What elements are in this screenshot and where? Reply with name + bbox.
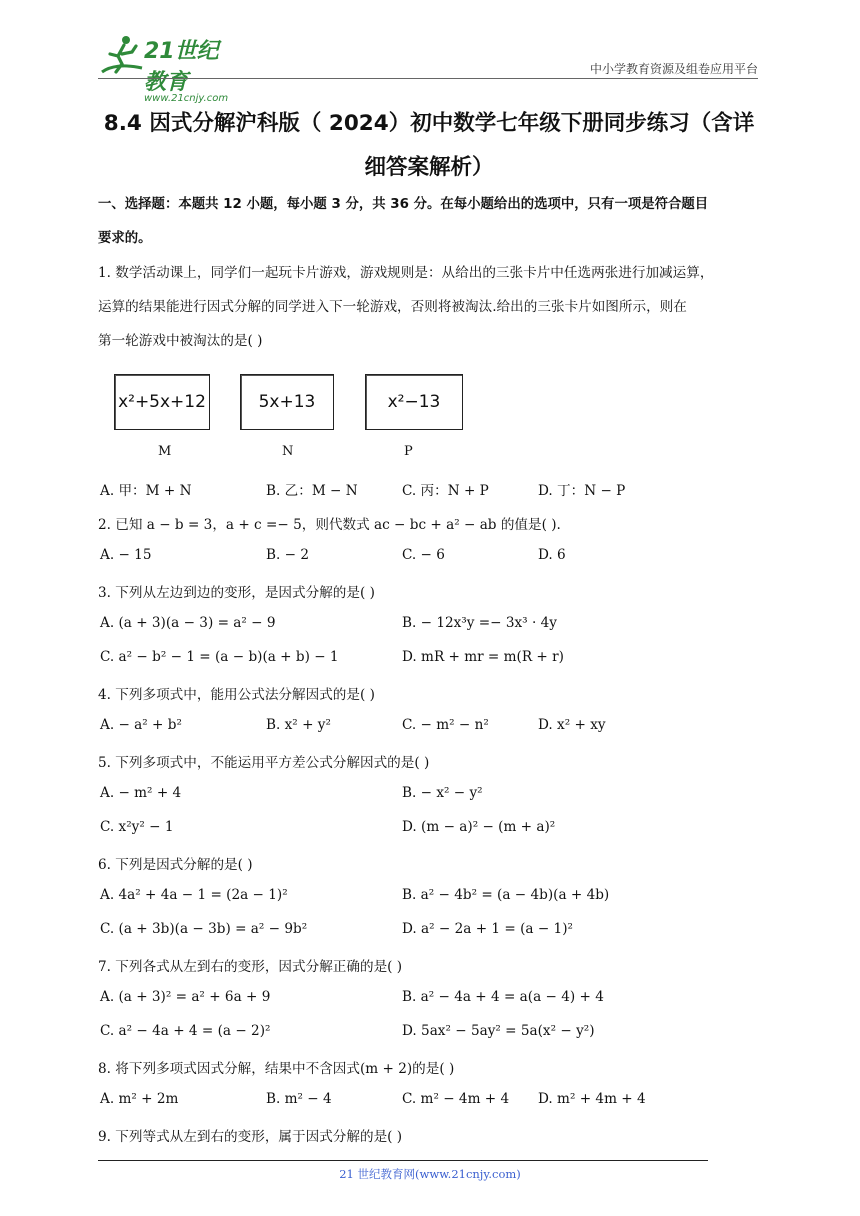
q8-option-c: C. m² − 4m + 4 <box>402 1091 510 1107</box>
q6-option-b: B. a² − 4b² = (a − 4b)(a + 4b) <box>402 887 610 903</box>
header-divider <box>98 78 758 79</box>
q5-option-b: B. − x² − y² <box>402 785 483 801</box>
question-1 <box>98 256 760 358</box>
q2-option-b: B. − 2 <box>266 547 309 563</box>
footer-text: 21 世纪教育网(www.21cnjy.com) <box>339 1167 521 1181</box>
question-5: 5. 下列多项式中，不能运用平方差公式分解因式的是( ) <box>98 755 430 771</box>
q2-option-d: D. 6 <box>538 547 566 563</box>
q3-option-b: B. − 12x³y =− 3x³ · 4y <box>402 615 557 631</box>
q4-option-a: A. − a² + b² <box>100 717 182 733</box>
card-n-label: N <box>282 444 294 459</box>
platform-name: 中小学教育资源及组卷应用平台 <box>589 62 758 76</box>
q1-option-a: A. 甲：M + N <box>100 483 192 499</box>
q4-option-c: C. − m² − n² <box>402 717 489 733</box>
q8-option-b: B. m² − 4 <box>266 1091 332 1107</box>
card-n: 5x+13 <box>240 374 334 430</box>
q1-line-3: 第一轮游戏中被淘汰的是( ) <box>98 333 263 349</box>
q7-option-a: A. (a + 3)² = a² + 6a + 9 <box>100 989 271 1005</box>
q5-option-c: C. x²y² − 1 <box>100 819 174 835</box>
page-header <box>98 30 758 104</box>
question-2: 2. 已知 a − b = 3，a + c =− 5，则代数式 ac − bc + a² − ab 的值是( ). <box>98 517 561 533</box>
q1-option-b: B. 乙：M − N <box>266 483 358 499</box>
q3-option-a: A. (a + 3)(a − 3) = a² − 9 <box>100 615 276 631</box>
q1-option-c: C. 丙：N + P <box>402 483 489 499</box>
q8-option-d: D. m² + 4m + 4 <box>538 1091 646 1107</box>
q1-line-1: 1. 数学活动课上，同学们一起玩卡片游戏，游戏规则是：从给出的三张卡片中任选两张进行加减运算， <box>98 265 714 281</box>
section-heading <box>98 188 760 256</box>
question-9: 9. 下列等式从左到右的变形，属于因式分解的是( ) <box>98 1129 403 1145</box>
card-p: x²−13 <box>365 374 463 430</box>
title-line-1: 8.4 因式分解沪科版（ 2024）初中数学七年级下册同步练习（含详 <box>103 111 755 136</box>
q2-option-a: A. − 15 <box>100 547 152 563</box>
logo-url: www.21cnjy.com <box>144 93 229 104</box>
card-p-label: P <box>404 444 413 459</box>
q3-option-c: C. a² − b² − 1 = (a − b)(a + b) − 1 <box>100 649 339 665</box>
q5-option-d: D. (m − a)² − (m + a)² <box>402 819 556 835</box>
q5-option-a: A. − m² + 4 <box>100 785 182 801</box>
footer-divider <box>98 1160 708 1161</box>
runner-logo-icon <box>98 32 146 78</box>
card-m: x²+5x+12 <box>114 374 210 430</box>
document-title <box>98 102 760 190</box>
question-7: 7. 下列各式从左到右的变形，因式分解正确的是( ) <box>98 959 403 975</box>
q4-option-b: B. x² + y² <box>266 717 331 733</box>
q7-option-c: C. a² − 4a + 4 = (a − 2)² <box>100 1023 271 1039</box>
section-line-2: 要求的。 <box>98 231 152 246</box>
question-6: 6. 下列是因式分解的是( ) <box>98 857 253 873</box>
logo-title: 21世纪教育 <box>144 39 219 95</box>
card-figure <box>114 374 474 464</box>
q8-option-a: A. m² + 2m <box>100 1091 179 1107</box>
logo <box>98 30 229 104</box>
question-4: 4. 下列多项式中，能用公式法分解因式的是( ) <box>98 687 375 703</box>
question-3: 3. 下列从左边到边的变形，是因式分解的是( ) <box>98 585 375 601</box>
title-line-2: 细答案解析） <box>364 155 494 180</box>
section-line-1: 一、选择题：本题共 12 小题，每小题 3 分，共 36 分。在每小题给出的选项中，只有一项是符合题目 <box>98 197 709 212</box>
q3-option-d: D. mR + mr = m(R + r) <box>402 649 564 665</box>
q6-option-c: C. (a + 3b)(a − 3b) = a² − 9b² <box>100 921 308 937</box>
card-m-label: M <box>158 444 172 459</box>
q1-line-2: 运算的结果能进行因式分解的同学进入下一轮游戏，否则将被淘汰.给出的三张卡片如图所示，则在 <box>98 299 687 315</box>
q4-option-d: D. x² + xy <box>538 717 606 733</box>
q6-option-a: A. 4a² + 4a − 1 = (2a − 1)² <box>100 887 288 903</box>
q7-option-d: D. 5ax² − 5ay² = 5a(x² − y²) <box>402 1023 595 1039</box>
q1-option-d: D. 丁：N − P <box>538 483 626 499</box>
q2-option-c: C. − 6 <box>402 547 445 563</box>
q6-option-d: D. a² − 2a + 1 = (a − 1)² <box>402 921 573 937</box>
q7-option-b: B. a² − 4a + 4 = a(a − 4) + 4 <box>402 989 604 1005</box>
question-8: 8. 将下列多项式因式分解，结果中不含因式(m + 2)的是( ) <box>98 1061 455 1077</box>
